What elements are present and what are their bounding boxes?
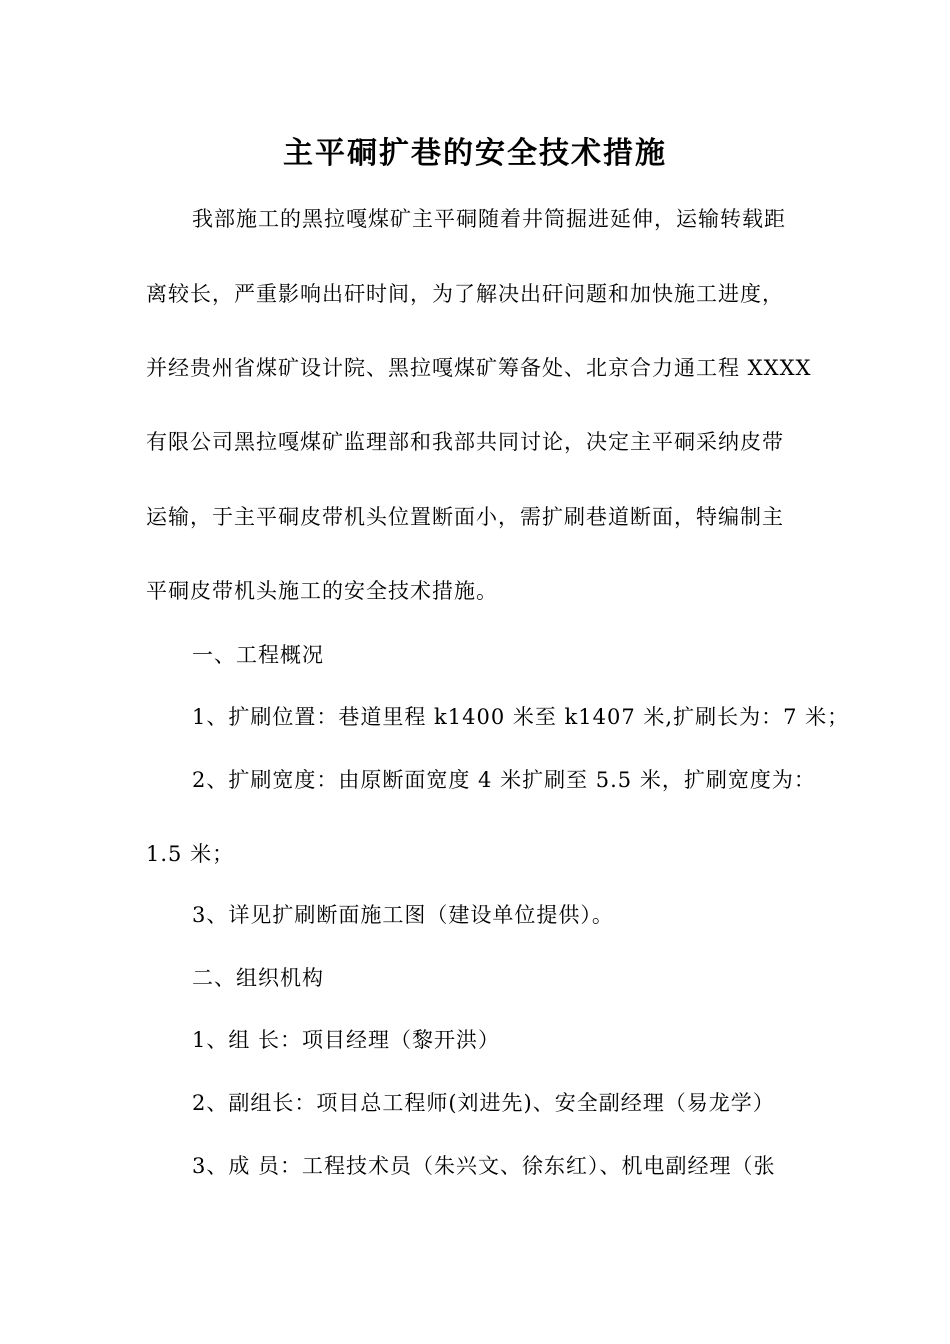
list-item: 1、组 长：项目经理（黎开洪） bbox=[192, 1028, 501, 1052]
list-item: 1、扩刷位置：巷道里程 k1400 米至 k1407 米,扩刷长为：7 米； bbox=[192, 705, 850, 729]
section-heading: 二、组织机构 bbox=[192, 966, 324, 990]
paragraph-line: 离较长，严重影响出矸时间，为了解决出矸问题和加快施工进度， bbox=[146, 282, 784, 306]
list-item: 3、成 员：工程技术员（朱兴文、徐东红）、机电副经理（张 bbox=[192, 1154, 776, 1178]
paragraph-line: 并经贵州省煤矿设计院、黑拉嘎煤矿筹备处、北京合力通工程 XXXX bbox=[146, 356, 812, 380]
paragraph-line: 运输，于主平硐皮带机头位置断面小，需扩刷巷道断面，特编制主 bbox=[146, 505, 784, 529]
list-item-continuation: 1.5 米； bbox=[146, 842, 235, 866]
list-item: 2、副组长：项目总工程师(刘进先)、安全副经理（易龙学） bbox=[192, 1091, 775, 1115]
document-title: 主平硐扩巷的安全技术措施 bbox=[283, 136, 667, 171]
paragraph-line: 有限公司黑拉嘎煤矿监理部和我部共同讨论，决定主平硐采纳皮带 bbox=[146, 430, 784, 454]
paragraph-line: 平硐皮带机头施工的安全技术措施。 bbox=[146, 579, 498, 603]
list-item: 2、扩刷宽度：由原断面宽度 4 米扩刷至 5.5 米，扩刷宽度为： bbox=[192, 768, 816, 792]
list-item: 3、详见扩刷断面施工图（建设单位提供）。 bbox=[192, 903, 614, 927]
paragraph-line: 我部施工的黑拉嘎煤矿主平硐随着井筒掘进延伸，运输转载距 bbox=[192, 207, 786, 231]
section-heading: 一、工程概况 bbox=[192, 643, 324, 667]
